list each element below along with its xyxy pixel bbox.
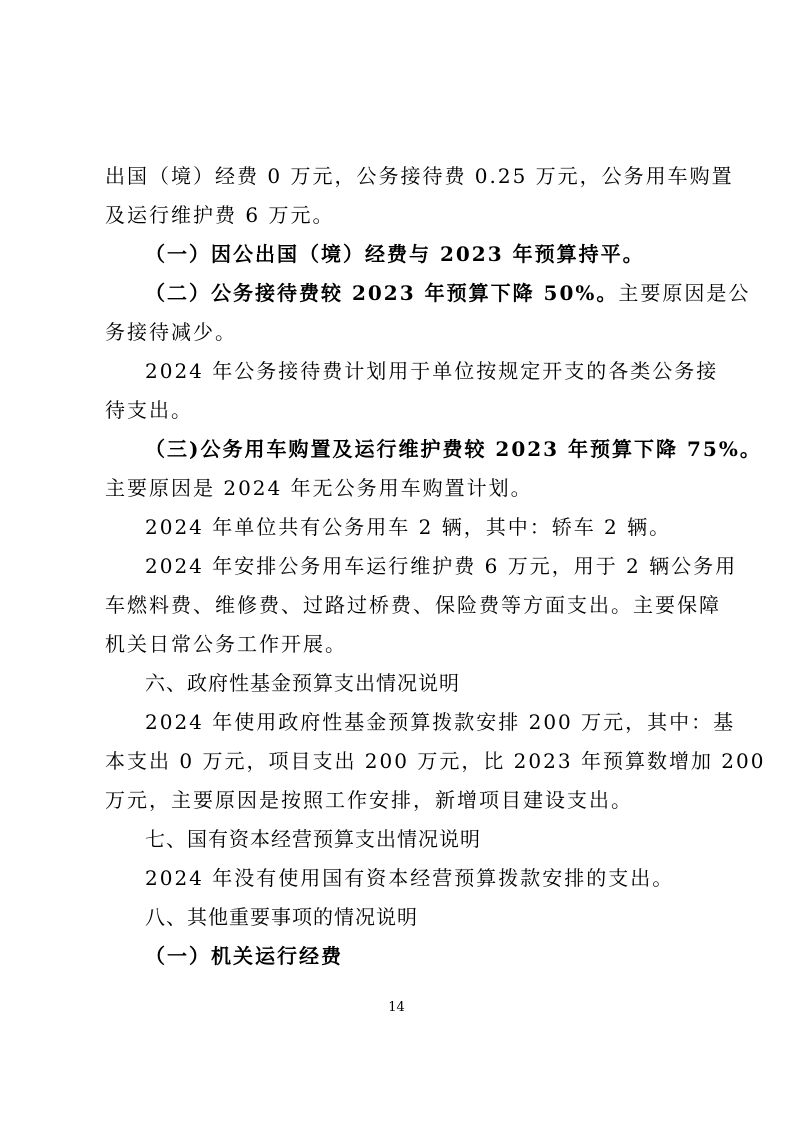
subheading-one: （一）因公出国（境）经费与 2023 年预算持平。	[145, 242, 645, 266]
paragraph-line: 及运行维护费 6 万元。	[105, 203, 335, 227]
paragraph-line: 2024 年使用政府性基金预算拨款安排 200 万元，其中：基	[145, 710, 736, 734]
paragraph-line: 务接待减少。	[105, 320, 237, 344]
paragraph-line: 机关日常公务工作开展。	[105, 632, 347, 656]
paragraph-line: 万元，主要原因是按照工作安排，新增项目建设支出。	[105, 788, 633, 812]
paragraph-line: 2024 年单位共有公务用车 2 辆，其中：轿车 2 辆。	[145, 515, 672, 539]
paragraph-line: 出国（境）经费 0 万元，公务接待费 0.25 万元，公务用车购置	[105, 164, 734, 188]
paragraph-line: 主要原因是 2024 年无公务用车购置计划。	[105, 476, 533, 500]
paragraph-line: 本支出 0 万元，项目支出 200 万元，比 2023 年预算数增加 200	[105, 749, 766, 773]
section-heading-six: 六、政府性基金预算支出情况说明	[145, 671, 460, 695]
subheading-office-costs: （一）机关运行经费	[145, 944, 343, 968]
subheading-two: （二）公务接待费较 2023 年预算下降 50%。	[145, 281, 619, 305]
paragraph-line: 2024 年安排公务用车运行维护费 6 万元，用于 2 辆公务用	[145, 554, 738, 578]
paragraph-line: 车燃料费、维修费、过路过桥费、保险费等方面支出。主要保障	[105, 593, 721, 617]
section-heading-eight: 八、其他重要事项的情况说明	[145, 905, 418, 929]
page-number: 14	[388, 1000, 405, 1015]
paragraph-line: 2024 年公务接待费计划用于单位按规定开支的各类公务接	[145, 359, 719, 383]
paragraph-line: 2024 年没有使用国有资本经营预算拨款安排的支出。	[145, 866, 675, 890]
subheading-three: （三)公务用车购置及运行维护费较 2023 年预算下降 75%。	[145, 437, 762, 461]
paragraph-line: 待支出。	[105, 398, 193, 422]
paragraph-line	[145, 279, 751, 307]
section-heading-seven: 七、国有资本经营预算支出情况说明	[145, 827, 481, 851]
paragraph-text: 主要原因是公	[618, 281, 751, 305]
